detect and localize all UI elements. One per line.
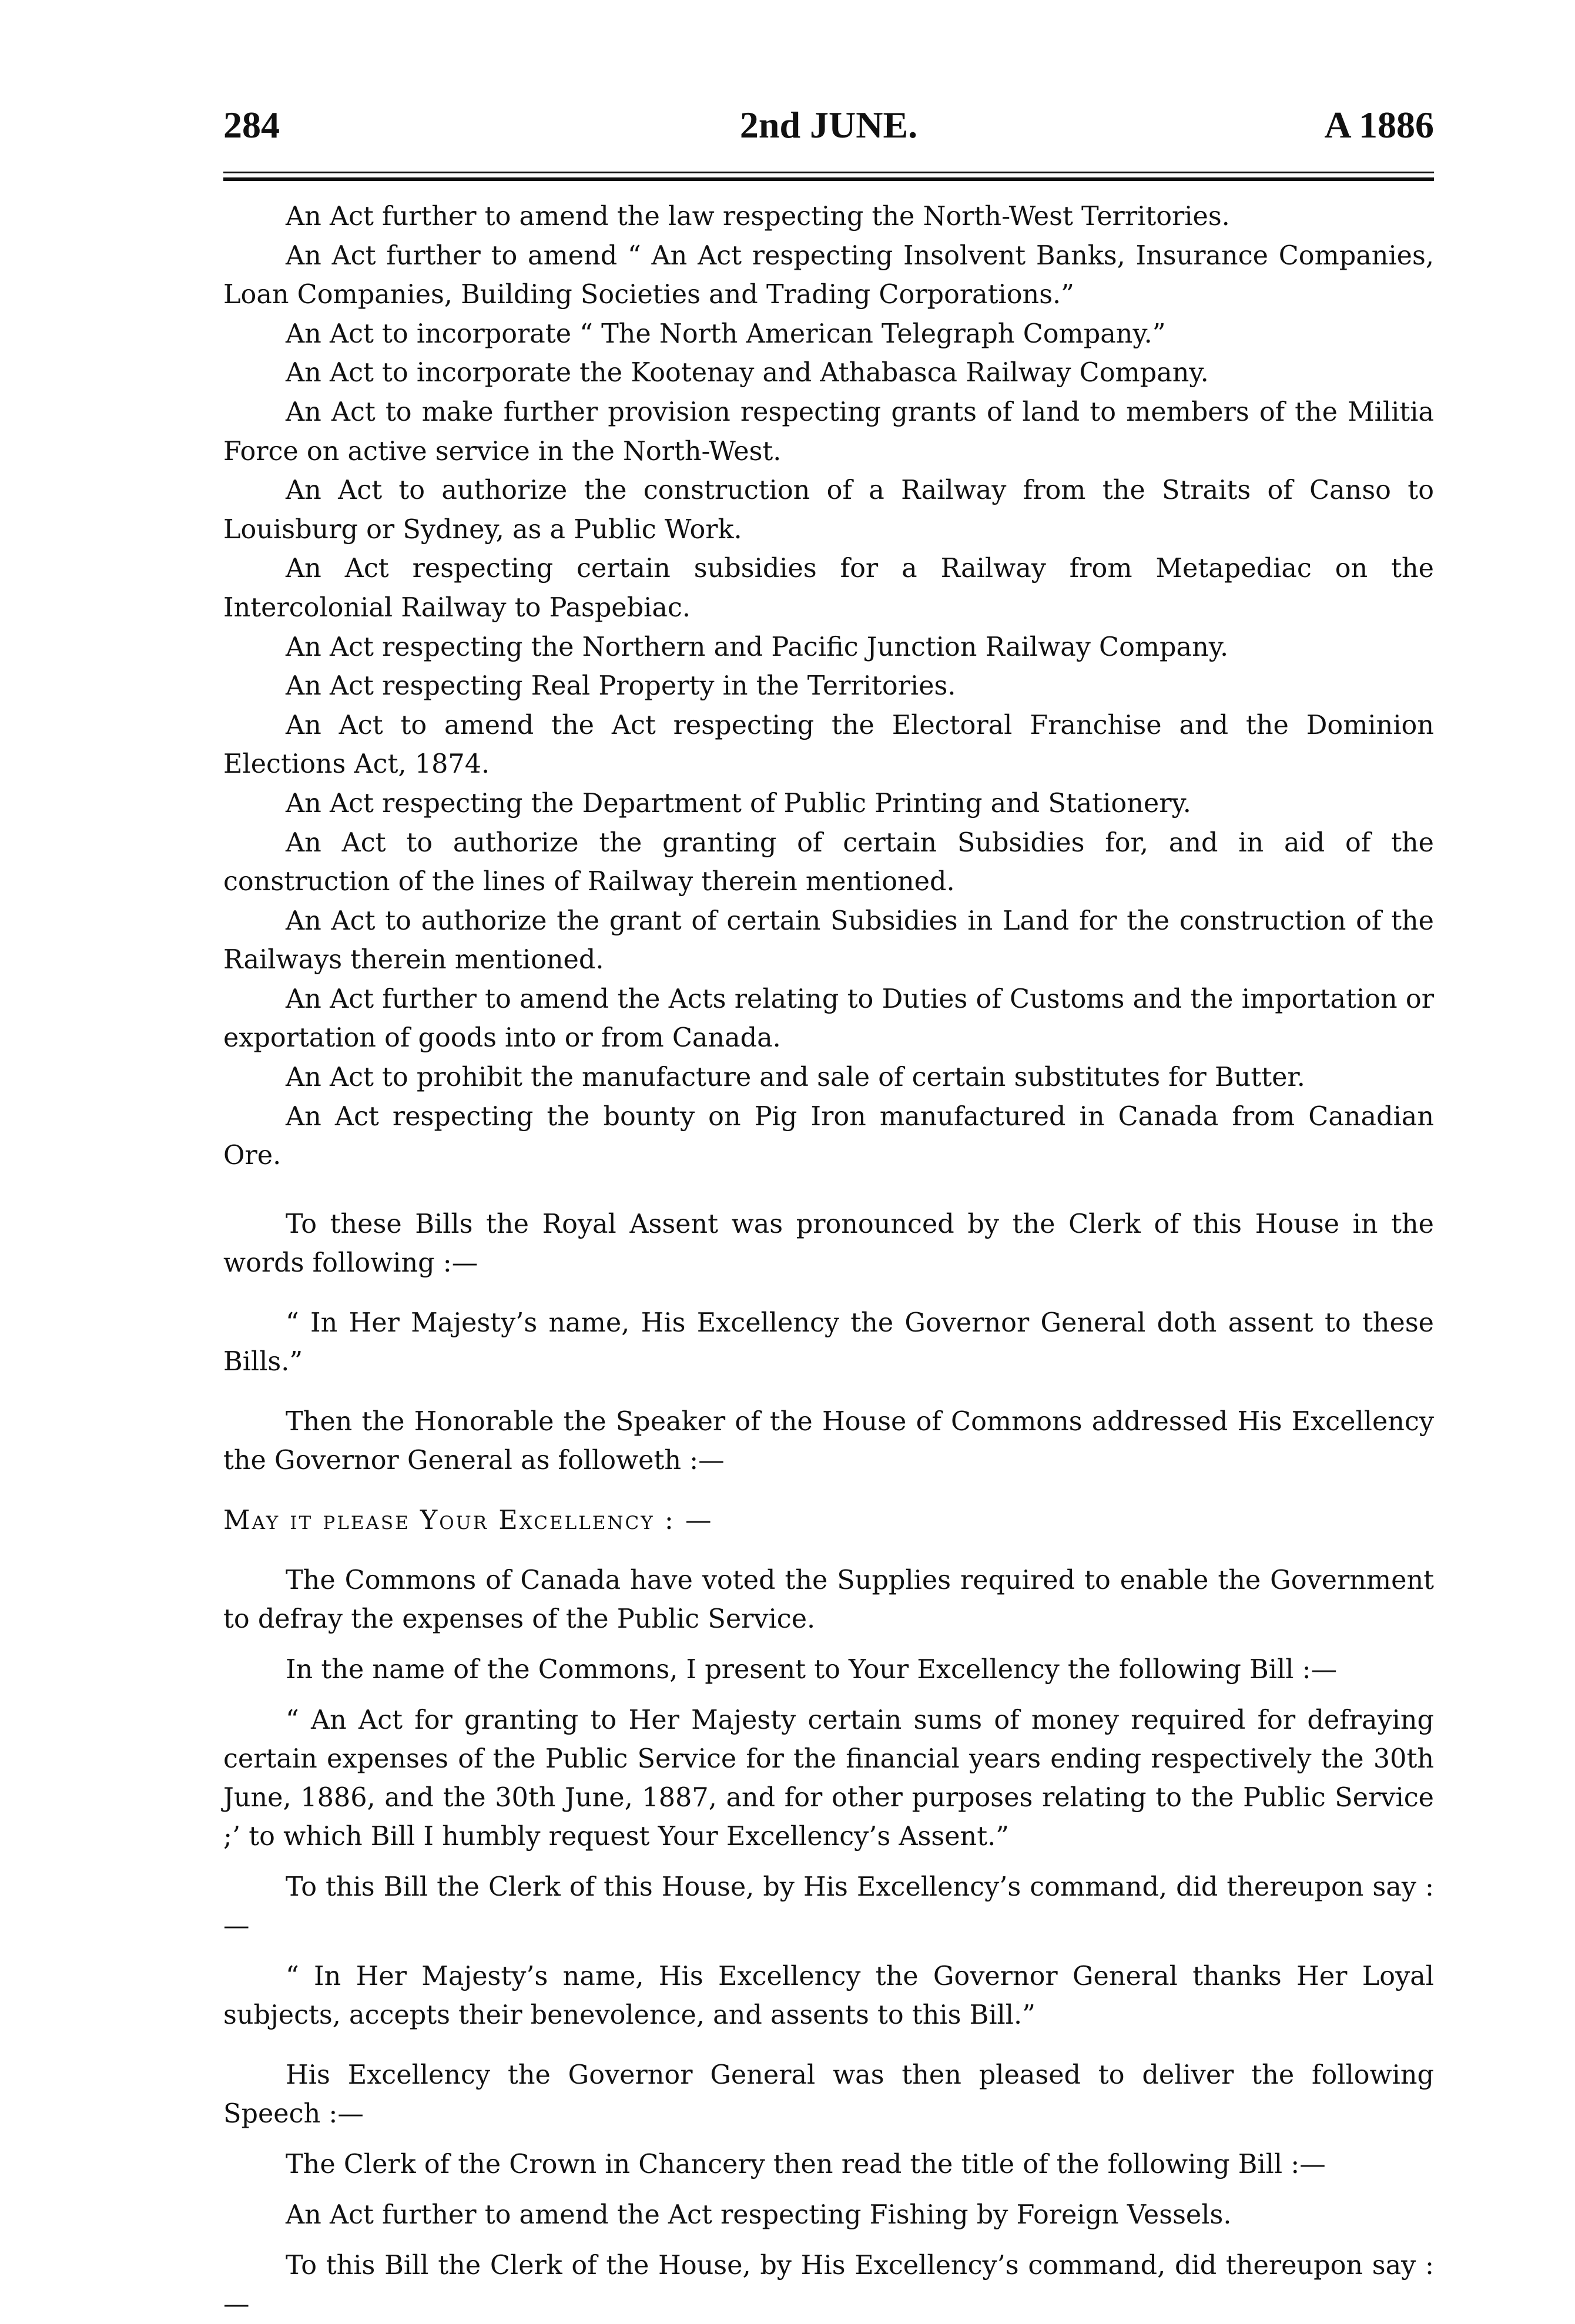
act-item: An Act further to amend the Acts relating to Duties of Customs and the importation or exportation of goods into or from Canada. [223, 984, 1434, 1054]
act-item: An Act to authorize the granting of certain Subsidies for, and in aid of the construction of the lines of Railway therein mentioned. [223, 827, 1434, 897]
act-list [223, 197, 1434, 1176]
fishing-act: An Act further to amend the Act respecting Fishing by Foreign Vessels. [286, 2199, 1232, 2230]
royal-assent-quote: “ In Her Majesty’s name, His Excellency the Governor General doth assent to these Bills.” [223, 1307, 1434, 1377]
act-item: An Act respecting the bounty on Pig Iron manufactured in Canada from Canadian Ore. [223, 1101, 1434, 1171]
act-item: An Act respecting certain subsidies for a Railway from Metapediac on the Intercolonial Railway to Paspebiac. [223, 554, 1434, 623]
supply-bill-quote: “ An Act for granting to Her Majesty certain sums of money required for defraying certain expenses of the Public Service for the financial years ending respectively the 30th June, 1886, and the 30th June, 1887, and for other purposes relating to the Public Service ;’ to which Bill I humbly request Your Excellency’s Assent.” [223, 1705, 1434, 1852]
act-item: An Act to incorporate the Kootenay and Athabasca Railway Company. [286, 358, 1209, 388]
address-heading: May it please Your Excellency : — [223, 1505, 713, 1535]
header-rule-thick [223, 177, 1434, 181]
header-rule-thin [223, 172, 1434, 173]
act-item: An Act further to amend “ An Act respecting Insolvent Banks, Insurance Companies, Loan Companies, Building Societies and Trading Corporations.” [223, 240, 1434, 310]
thanks-quote: “ In Her Majesty’s name, His Excellency the Governor General thanks Her Loyal subjects, accepts their benevolence, and assents to this Bill.” [223, 1961, 1434, 2030]
supplies-paragraph: The Commons of Canada have voted the Supplies required to enable the Government to defray the expenses of the Public Service. [223, 1565, 1434, 1634]
clerk-say-second: To this Bill the Clerk of the House, by His Excellency’s command, did thereupon say :— [223, 2250, 1434, 2319]
act-item: An Act to make further provision respecting grants of land to members of the Militia Force on active service in the North-West. [223, 397, 1434, 467]
act-item: An Act respecting Real Property in the Territories. [286, 671, 956, 702]
clerk-say-first: To this Bill the Clerk of this House, by His Excellency’s command, did thereupon say :— [223, 1872, 1434, 1941]
act-item: An Act respecting the Northern and Pacific Junction Railway Company. [286, 632, 1229, 662]
act-item: An Act to prohibit the manufacture and sale of certain substitutes for Butter. [286, 1062, 1305, 1093]
act-item: An Act to incorporate “ The North American Telegraph Company.” [286, 318, 1166, 349]
page-year: A 1886 [1324, 104, 1434, 146]
act-item: An Act respecting the Department of Public Printing and Stationery. [286, 788, 1191, 819]
speaker-intro: Then the Honorable the Speaker of the House of Commons addressed His Excellency the Governor General as followeth :— [223, 1406, 1434, 1475]
page-header [223, 100, 1434, 150]
journal-page [223, 100, 1434, 2319]
page-date: 2nd JUNE. [739, 104, 918, 146]
act-item: An Act to amend the Act respecting the Electoral Franchise and the Dominion Elections Act, 1874. [223, 710, 1434, 780]
act-item: An Act to authorize the grant of certain Subsidies in Land for the construction of the Railways therein mentioned. [223, 906, 1434, 975]
act-item: An Act further to amend the law respecting the North-West Territories. [286, 202, 1230, 232]
present-bill: In the name of the Commons, I present to Your Excellency the following Bill :— [286, 1654, 1338, 1685]
act-item: An Act to authorize the construction of a Railway from the Straits of Canso to Louisburg or Sydney, as a Public Work. [223, 475, 1434, 545]
chancery-line: The Clerk of the Crown in Chancery then read the title of the following Bill :— [286, 2149, 1326, 2179]
page-number: 284 [223, 104, 280, 146]
speech-intro: His Excellency the Governor General was then pleased to deliver the following Speech :— [223, 2060, 1434, 2129]
royal-assent-intro: To these Bills the Royal Assent was pronounced by the Clerk of this House in the words following :— [223, 1209, 1434, 1278]
